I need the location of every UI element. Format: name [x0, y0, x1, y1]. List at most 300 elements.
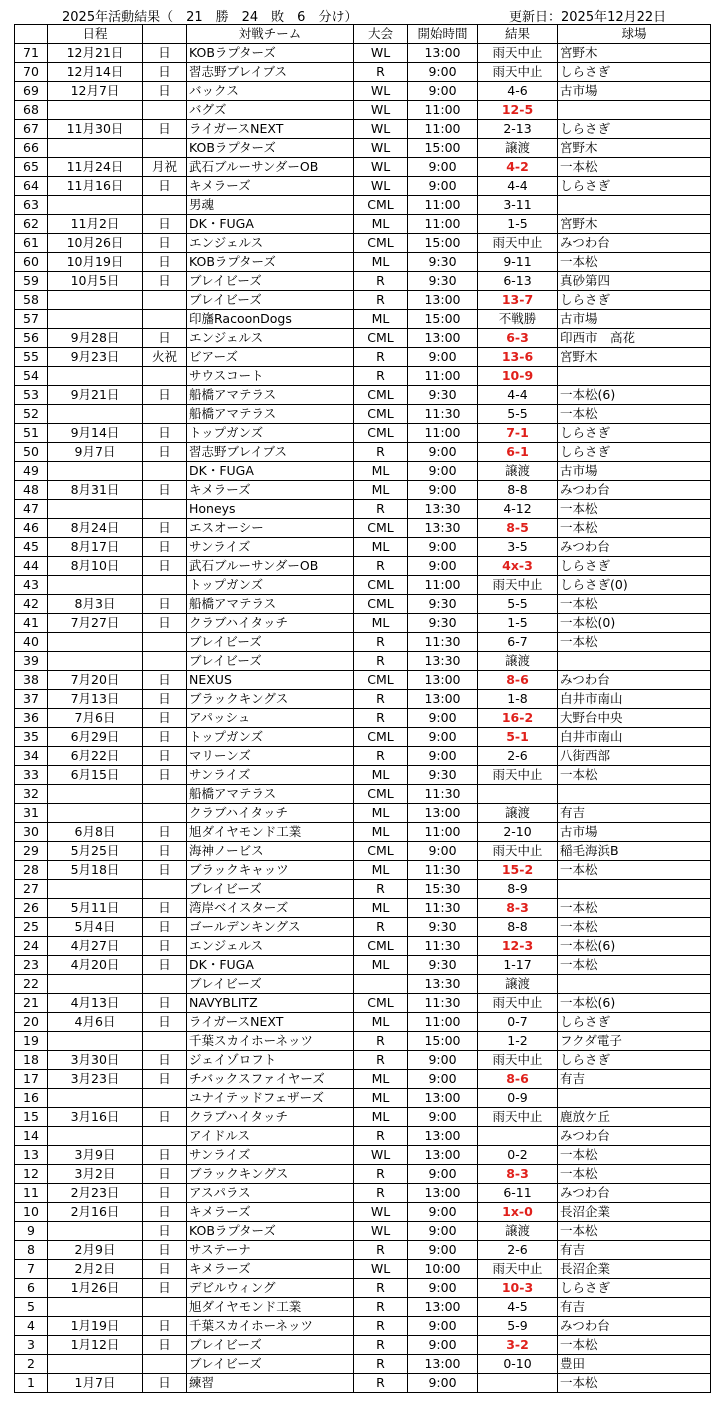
- cell-opponent: エンジェルス: [187, 234, 354, 253]
- cell-weekday: [143, 196, 187, 215]
- cell-ballpark: 白井市南山: [558, 690, 711, 709]
- table-row: [15, 1279, 711, 1298]
- cell-result: 雨天中止: [478, 234, 558, 253]
- cell-weekday: 日: [143, 1070, 187, 1089]
- cell-start-time: 11:30: [408, 861, 478, 880]
- cell-result: 13-6: [478, 348, 558, 367]
- season-summary: 2025年活動結果（ 21 勝 24 敗 6 分け）: [62, 10, 358, 25]
- cell-weekday: 日: [143, 386, 187, 405]
- cell-start-time: 9:30: [408, 595, 478, 614]
- cell-game-number: 34: [15, 747, 48, 766]
- cell-game-number: 14: [15, 1127, 48, 1146]
- cell-tournament: R: [354, 918, 408, 937]
- cell-ballpark: しらさぎ: [558, 1279, 711, 1298]
- table-row: [15, 500, 711, 519]
- cell-start-time: 13:30: [408, 500, 478, 519]
- cell-game-number: 25: [15, 918, 48, 937]
- cell-weekday: 日: [143, 690, 187, 709]
- cell-tournament: CML: [354, 937, 408, 956]
- header-result: 結果: [478, 25, 558, 44]
- cell-start-time: 9:30: [408, 956, 478, 975]
- cell-game-number: 70: [15, 63, 48, 82]
- cell-game-number: 39: [15, 652, 48, 671]
- cell-weekday: 日: [143, 44, 187, 63]
- cell-tournament: ML: [354, 462, 408, 481]
- cell-result: 6-7: [478, 633, 558, 652]
- cell-start-time: 11:30: [408, 785, 478, 804]
- table-row: [15, 272, 711, 291]
- cell-start-time: 11:00: [408, 215, 478, 234]
- cell-tournament: ML: [354, 215, 408, 234]
- cell-start-time: 9:00: [408, 557, 478, 576]
- cell-date: 7月27日: [48, 614, 143, 633]
- cell-date: 8月10日: [48, 557, 143, 576]
- table-row: [15, 918, 711, 937]
- cell-result: 雨天中止: [478, 44, 558, 63]
- cell-date: 3月2日: [48, 1165, 143, 1184]
- cell-result: 2-10: [478, 823, 558, 842]
- cell-tournament: R: [354, 709, 408, 728]
- cell-game-number: 38: [15, 671, 48, 690]
- cell-tournament: ML: [354, 253, 408, 272]
- cell-opponent: 湾岸ベイスターズ: [187, 899, 354, 918]
- cell-tournament: CML: [354, 595, 408, 614]
- cell-ballpark: みつわ台: [558, 1127, 711, 1146]
- cell-ballpark: みつわ台: [558, 538, 711, 557]
- cell-opponent: ブレイビーズ: [187, 272, 354, 291]
- cell-tournament: R: [354, 1336, 408, 1355]
- cell-ballpark: [558, 101, 711, 120]
- cell-date: 1月19日: [48, 1317, 143, 1336]
- cell-ballpark: [558, 975, 711, 994]
- cell-tournament: R: [354, 1127, 408, 1146]
- table-row: [15, 633, 711, 652]
- cell-ballpark: 一本松: [558, 1336, 711, 1355]
- cell-weekday: 日: [143, 82, 187, 101]
- cell-start-time: 9:00: [408, 1051, 478, 1070]
- cell-weekday: 日: [143, 918, 187, 937]
- cell-opponent: バックス: [187, 82, 354, 101]
- cell-result: 3-2: [478, 1336, 558, 1355]
- table-row: [15, 728, 711, 747]
- cell-start-time: 13:00: [408, 329, 478, 348]
- cell-date: [48, 1032, 143, 1051]
- cell-weekday: 日: [143, 1051, 187, 1070]
- cell-date: [48, 1089, 143, 1108]
- cell-ballpark: 印西市 高花: [558, 329, 711, 348]
- cell-weekday: 日: [143, 899, 187, 918]
- cell-opponent: Honeys: [187, 500, 354, 519]
- cell-weekday: [143, 139, 187, 158]
- cell-ballpark: 一本松: [558, 766, 711, 785]
- cell-ballpark: 有吉: [558, 1241, 711, 1260]
- cell-game-number: 42: [15, 595, 48, 614]
- cell-game-number: 61: [15, 234, 48, 253]
- cell-date: 3月23日: [48, 1070, 143, 1089]
- cell-opponent: ブレイビーズ: [187, 975, 354, 994]
- cell-weekday: 日: [143, 1374, 187, 1393]
- cell-game-number: 21: [15, 994, 48, 1013]
- cell-ballpark: 宮野木: [558, 348, 711, 367]
- cell-start-time: 9:00: [408, 1108, 478, 1127]
- table-row: [15, 1013, 711, 1032]
- cell-result: 10-3: [478, 1279, 558, 1298]
- table-row: [15, 538, 711, 557]
- cell-date: 2月9日: [48, 1241, 143, 1260]
- cell-ballpark: 古市場: [558, 82, 711, 101]
- cell-opponent: バグズ: [187, 101, 354, 120]
- cell-start-time: 9:00: [408, 747, 478, 766]
- cell-opponent: ブラックキングス: [187, 1165, 354, 1184]
- cell-game-number: 11: [15, 1184, 48, 1203]
- table-row: [15, 1070, 711, 1089]
- table-row: [15, 1184, 711, 1203]
- cell-result: 8-3: [478, 899, 558, 918]
- cell-tournament: ML: [354, 823, 408, 842]
- cell-tournament: R: [354, 367, 408, 386]
- table-row: [15, 766, 711, 785]
- cell-result: 0-7: [478, 1013, 558, 1032]
- cell-result: 5-5: [478, 405, 558, 424]
- cell-game-number: 28: [15, 861, 48, 880]
- cell-date: [48, 975, 143, 994]
- cell-game-number: 58: [15, 291, 48, 310]
- cell-date: [48, 1355, 143, 1374]
- cell-opponent: キメラーズ: [187, 481, 354, 500]
- table-row: [15, 481, 711, 500]
- cell-opponent: エンジェルス: [187, 329, 354, 348]
- cell-weekday: [143, 1355, 187, 1374]
- table-row: [15, 576, 711, 595]
- cell-result: 9-11: [478, 253, 558, 272]
- cell-ballpark: しらさぎ: [558, 557, 711, 576]
- cell-result: 15-2: [478, 861, 558, 880]
- table-row: [15, 1317, 711, 1336]
- cell-result: 8-5: [478, 519, 558, 538]
- cell-date: 1月12日: [48, 1336, 143, 1355]
- cell-result: 譲渡: [478, 462, 558, 481]
- cell-result: 1-5: [478, 215, 558, 234]
- cell-tournament: ML: [354, 1070, 408, 1089]
- cell-game-number: 10: [15, 1203, 48, 1222]
- cell-date: 2月16日: [48, 1203, 143, 1222]
- cell-result: 2-6: [478, 1241, 558, 1260]
- cell-start-time: 9:00: [408, 1336, 478, 1355]
- cell-ballpark: しらさぎ: [558, 443, 711, 462]
- cell-opponent: エスオーシー: [187, 519, 354, 538]
- cell-date: 9月7日: [48, 443, 143, 462]
- cell-opponent: 旭ダイヤモンド工業: [187, 823, 354, 842]
- cell-ballpark: 一本松(6): [558, 994, 711, 1013]
- table-row: [15, 253, 711, 272]
- table-row: [15, 937, 711, 956]
- cell-ballpark: 大野台中央: [558, 709, 711, 728]
- table-row: [15, 348, 711, 367]
- table-row: [15, 234, 711, 253]
- cell-game-number: 52: [15, 405, 48, 424]
- cell-start-time: 9:00: [408, 1374, 478, 1393]
- cell-weekday: 日: [143, 614, 187, 633]
- cell-date: 2月2日: [48, 1260, 143, 1279]
- cell-opponent: ブラックキングス: [187, 690, 354, 709]
- cell-tournament: R: [354, 1374, 408, 1393]
- cell-tournament: ML: [354, 804, 408, 823]
- cell-ballpark: 一本松: [558, 1146, 711, 1165]
- table-row: [15, 310, 711, 329]
- cell-result: 譲渡: [478, 804, 558, 823]
- cell-ballpark: みつわ台: [558, 1317, 711, 1336]
- cell-ballpark: みつわ台: [558, 671, 711, 690]
- cell-date: 10月5日: [48, 272, 143, 291]
- cell-opponent: サンライズ: [187, 538, 354, 557]
- cell-weekday: 日: [143, 1336, 187, 1355]
- cell-opponent: トップガンズ: [187, 728, 354, 747]
- cell-start-time: 11:00: [408, 196, 478, 215]
- cell-game-number: 41: [15, 614, 48, 633]
- cell-result: 1-17: [478, 956, 558, 975]
- cell-date: 12月21日: [48, 44, 143, 63]
- cell-date: 7月6日: [48, 709, 143, 728]
- cell-game-number: 71: [15, 44, 48, 63]
- cell-game-number: 46: [15, 519, 48, 538]
- cell-ballpark: [558, 880, 711, 899]
- cell-weekday: 日: [143, 424, 187, 443]
- cell-ballpark: 一本松(6): [558, 386, 711, 405]
- cell-ballpark: しらさぎ: [558, 291, 711, 310]
- header-ballpark: 球場: [558, 25, 711, 44]
- cell-game-number: 31: [15, 804, 48, 823]
- cell-game-number: 47: [15, 500, 48, 519]
- cell-weekday: [143, 1127, 187, 1146]
- cell-opponent: ブレイビーズ: [187, 291, 354, 310]
- cell-tournament: R: [354, 747, 408, 766]
- cell-result: 10-9: [478, 367, 558, 386]
- cell-tournament: CML: [354, 671, 408, 690]
- cell-start-time: 13:30: [408, 975, 478, 994]
- cell-date: 10月19日: [48, 253, 143, 272]
- cell-game-number: 50: [15, 443, 48, 462]
- cell-weekday: 日: [143, 1108, 187, 1127]
- cell-result: 4-6: [478, 82, 558, 101]
- cell-opponent: クラブハイタッチ: [187, 804, 354, 823]
- cell-opponent: 男魂: [187, 196, 354, 215]
- cell-game-number: 4: [15, 1317, 48, 1336]
- cell-game-number: 44: [15, 557, 48, 576]
- cell-result: 1-2: [478, 1032, 558, 1051]
- cell-game-number: 62: [15, 215, 48, 234]
- table-row: [15, 1355, 711, 1374]
- cell-weekday: 日: [143, 766, 187, 785]
- cell-tournament: [354, 975, 408, 994]
- cell-date: 4月6日: [48, 1013, 143, 1032]
- table-row: [15, 823, 711, 842]
- header-date: 日程: [48, 25, 143, 44]
- report-header: [0, 0, 720, 24]
- cell-result: 譲渡: [478, 652, 558, 671]
- cell-result: 4-5: [478, 1298, 558, 1317]
- cell-result: 雨天中止: [478, 842, 558, 861]
- cell-date: [48, 405, 143, 424]
- cell-date: 3月16日: [48, 1108, 143, 1127]
- cell-start-time: 9:30: [408, 272, 478, 291]
- cell-start-time: 9:30: [408, 253, 478, 272]
- cell-tournament: ML: [354, 956, 408, 975]
- cell-ballpark: 長沼企業: [558, 1260, 711, 1279]
- cell-ballpark: しらさぎ: [558, 177, 711, 196]
- cell-opponent: 習志野ブレイブス: [187, 443, 354, 462]
- cell-ballpark: 有吉: [558, 1070, 711, 1089]
- cell-opponent: KOBラプターズ: [187, 139, 354, 158]
- cell-date: 11月2日: [48, 215, 143, 234]
- cell-weekday: [143, 291, 187, 310]
- cell-tournament: ML: [354, 766, 408, 785]
- table-row: [15, 595, 711, 614]
- table-row: [15, 329, 711, 348]
- cell-opponent: ユナイテッドフェザーズ: [187, 1089, 354, 1108]
- cell-start-time: 11:30: [408, 937, 478, 956]
- cell-result: 譲渡: [478, 139, 558, 158]
- cell-start-time: 13:00: [408, 1184, 478, 1203]
- cell-opponent: 旭ダイヤモンド工業: [187, 1298, 354, 1317]
- cell-game-number: 26: [15, 899, 48, 918]
- cell-ballpark: しらさぎ: [558, 120, 711, 139]
- table-row: [15, 1374, 711, 1393]
- cell-opponent: サステーナ: [187, 1241, 354, 1260]
- table-row: [15, 462, 711, 481]
- cell-opponent: サンライズ: [187, 1146, 354, 1165]
- cell-game-number: 18: [15, 1051, 48, 1070]
- cell-opponent: サウスコート: [187, 367, 354, 386]
- cell-weekday: 日: [143, 215, 187, 234]
- cell-tournament: R: [354, 557, 408, 576]
- table-row: [15, 1165, 711, 1184]
- cell-ballpark: 古市場: [558, 462, 711, 481]
- cell-weekday: 日: [143, 1241, 187, 1260]
- cell-game-number: 5: [15, 1298, 48, 1317]
- cell-date: [48, 196, 143, 215]
- cell-ballpark: 一本松: [558, 1222, 711, 1241]
- cell-weekday: 日: [143, 272, 187, 291]
- cell-date: [48, 101, 143, 120]
- table-row: [15, 994, 711, 1013]
- cell-result: 1-8: [478, 690, 558, 709]
- cell-ballpark: [558, 1089, 711, 1108]
- cell-start-time: 15:30: [408, 880, 478, 899]
- cell-weekday: [143, 785, 187, 804]
- cell-date: 10月26日: [48, 234, 143, 253]
- cell-ballpark: [558, 652, 711, 671]
- cell-ballpark: [558, 196, 711, 215]
- cell-opponent: ゴールデンキングス: [187, 918, 354, 937]
- cell-tournament: R: [354, 1165, 408, 1184]
- cell-game-number: 8: [15, 1241, 48, 1260]
- cell-start-time: 11:00: [408, 367, 478, 386]
- cell-opponent: 海神ノービス: [187, 842, 354, 861]
- cell-start-time: 15:00: [408, 139, 478, 158]
- cell-tournament: ML: [354, 481, 408, 500]
- cell-game-number: 54: [15, 367, 48, 386]
- cell-tournament: CML: [354, 234, 408, 253]
- cell-weekday: [143, 880, 187, 899]
- cell-tournament: R: [354, 348, 408, 367]
- header-weekday: [143, 25, 187, 44]
- cell-ballpark: しらさぎ: [558, 424, 711, 443]
- cell-result: 5-9: [478, 1317, 558, 1336]
- cell-ballpark: 一本松: [558, 1374, 711, 1393]
- table-row: [15, 1241, 711, 1260]
- cell-game-number: 23: [15, 956, 48, 975]
- cell-date: [48, 1127, 143, 1146]
- cell-result: 譲渡: [478, 1222, 558, 1241]
- cell-date: 6月15日: [48, 766, 143, 785]
- cell-weekday: 日: [143, 937, 187, 956]
- cell-result: 4-4: [478, 177, 558, 196]
- cell-weekday: 日: [143, 253, 187, 272]
- cell-tournament: CML: [354, 519, 408, 538]
- cell-weekday: [143, 804, 187, 823]
- cell-ballpark: みつわ台: [558, 481, 711, 500]
- cell-tournament: CML: [354, 994, 408, 1013]
- cell-result: 3-5: [478, 538, 558, 557]
- cell-game-number: 7: [15, 1260, 48, 1279]
- cell-ballpark: 一本松: [558, 633, 711, 652]
- header-number: [15, 25, 48, 44]
- cell-tournament: R: [354, 500, 408, 519]
- cell-opponent: ブレイビーズ: [187, 880, 354, 899]
- cell-opponent: ブレイビーズ: [187, 1336, 354, 1355]
- table-row: [15, 861, 711, 880]
- cell-opponent: DK・FUGA: [187, 462, 354, 481]
- cell-date: [48, 139, 143, 158]
- cell-date: 4月20日: [48, 956, 143, 975]
- cell-start-time: 11:30: [408, 899, 478, 918]
- cell-game-number: 48: [15, 481, 48, 500]
- cell-opponent: ビアーズ: [187, 348, 354, 367]
- cell-opponent: DK・FUGA: [187, 956, 354, 975]
- cell-weekday: 日: [143, 1279, 187, 1298]
- cell-result: 0-9: [478, 1089, 558, 1108]
- cell-game-number: 57: [15, 310, 48, 329]
- cell-tournament: WL: [354, 158, 408, 177]
- cell-result: 1x-0: [478, 1203, 558, 1222]
- cell-game-number: 63: [15, 196, 48, 215]
- cell-game-number: 2: [15, 1355, 48, 1374]
- table-row: [15, 747, 711, 766]
- cell-game-number: 20: [15, 1013, 48, 1032]
- cell-result: 4x-3: [478, 557, 558, 576]
- cell-start-time: 11:00: [408, 424, 478, 443]
- cell-date: 8月31日: [48, 481, 143, 500]
- cell-opponent: アスパラス: [187, 1184, 354, 1203]
- cell-weekday: 日: [143, 728, 187, 747]
- cell-game-number: 27: [15, 880, 48, 899]
- cell-start-time: 9:30: [408, 386, 478, 405]
- cell-date: [48, 804, 143, 823]
- cell-game-number: 17: [15, 1070, 48, 1089]
- cell-result: 雨天中止: [478, 1108, 558, 1127]
- cell-date: 8月17日: [48, 538, 143, 557]
- cell-start-time: 13:00: [408, 690, 478, 709]
- cell-opponent: トップガンズ: [187, 424, 354, 443]
- cell-ballpark: 一本松: [558, 918, 711, 937]
- table-row: [15, 120, 711, 139]
- cell-start-time: 9:00: [408, 1241, 478, 1260]
- table-row: [15, 44, 711, 63]
- cell-ballpark: 八街西部: [558, 747, 711, 766]
- cell-game-number: 9: [15, 1222, 48, 1241]
- cell-result: 5-5: [478, 595, 558, 614]
- cell-ballpark: 宮野木: [558, 44, 711, 63]
